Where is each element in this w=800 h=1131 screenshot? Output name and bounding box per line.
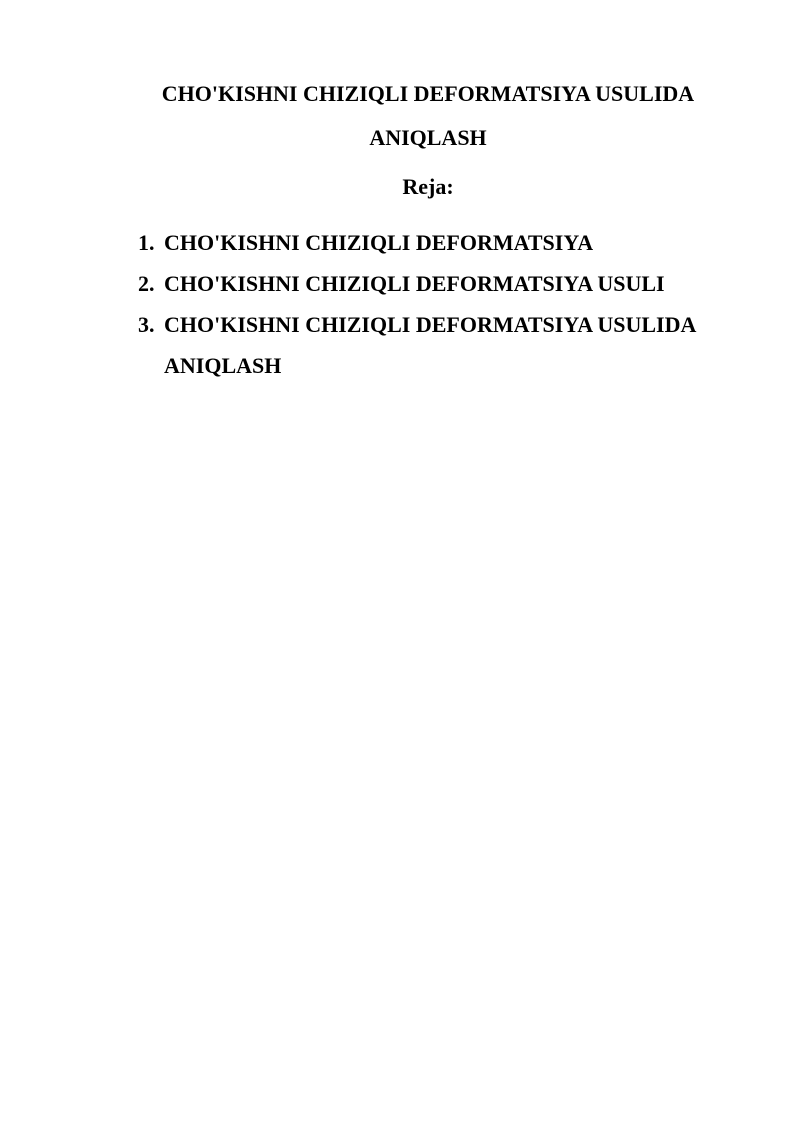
plan-item — [138, 222, 758, 263]
plan-item — [138, 263, 758, 304]
document-title: CHO'KISHNI CHIZIQLI DEFORMATSIYA USULIDA ANIQLASH — [161, 81, 695, 150]
plan-heading: Reja: — [402, 174, 454, 199]
plan-item — [138, 304, 758, 386]
plan-list — [138, 222, 758, 386]
plan-item-number: 3. — [138, 312, 155, 337]
plan-item-text: CHO'KISHNI CHIZIQLI DEFORMATSIYA USULI — [164, 271, 665, 296]
plan-item-number: 2. — [138, 271, 155, 296]
plan-item-text: CHO'KISHNI CHIZIQLI DEFORMATSIYA — [164, 230, 594, 255]
plan-item-text: CHO'KISHNI CHIZIQLI DEFORMATSIYA USULIDA ANIQLASH — [164, 312, 696, 378]
plan-item-number: 1. — [138, 230, 155, 255]
